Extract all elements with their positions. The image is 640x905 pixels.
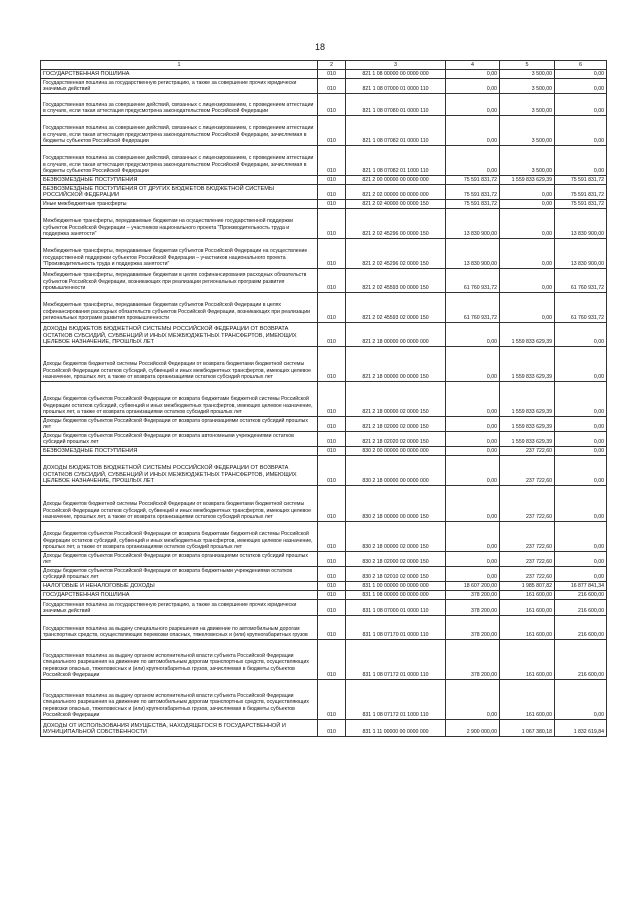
row-admin-code-cell: 010 xyxy=(318,116,346,146)
row-col5-value: 1 559 833 629,39 xyxy=(500,347,555,382)
header-col-5: 5 xyxy=(500,61,555,70)
row-name-cell: Иные межбюджетные трансферты xyxy=(41,200,318,209)
row-name-cell: Доходы бюджетов субъектов Российской Федерации от возврата бюджетными учреждениями остатков субсидий прошлых лет xyxy=(41,567,318,582)
row-budget-code-cell: 830 2 18 02000 02 0000 150 xyxy=(346,552,446,567)
row-name-cell: Межбюджетные трансферты, передаваемые бюджетам в целях софинансирования расходных обязательств субъектов Российской Федерации, возникающих при реализации региональных программ развития промышленности xyxy=(41,269,318,293)
row-col4-value: 75 591 831,72 xyxy=(446,185,500,200)
row-budget-code-cell: 821 2 18 02020 02 0000 150 xyxy=(346,432,446,447)
row-col5-value: 3 500,00 xyxy=(500,70,555,79)
row-budget-code-cell: 821 1 08 07082 01 1000 110 xyxy=(346,146,446,176)
row-col6-value: 0,00 xyxy=(555,447,607,456)
row-budget-code-cell: 821 2 02 45296 02 0000 150 xyxy=(346,239,446,269)
row-col6-value: 61 760 931,72 xyxy=(555,293,607,323)
row-col4-value: 13 830 900,00 xyxy=(446,239,500,269)
table-row xyxy=(41,176,607,185)
table-row xyxy=(41,432,607,447)
row-col4-value: 0,00 xyxy=(446,417,500,432)
row-budget-code-cell: 831 1 08 07172 01 1000 110 xyxy=(346,680,446,720)
row-col5-value: 237 722,60 xyxy=(500,552,555,567)
table-row xyxy=(41,200,607,209)
table-row xyxy=(41,417,607,432)
table-row xyxy=(41,640,607,680)
row-admin-code-cell: 010 xyxy=(318,239,346,269)
row-col5-value: 0,00 xyxy=(500,269,555,293)
table-row xyxy=(41,591,607,600)
row-admin-code-cell: 010 xyxy=(318,293,346,323)
row-col6-value: 0,00 xyxy=(555,323,607,347)
row-col4-value: 0,00 xyxy=(446,486,500,522)
row-col4-value: 2 900 000,00 xyxy=(446,720,500,737)
row-col5-value: 1 559 833 629,39 xyxy=(500,432,555,447)
table-row xyxy=(41,70,607,79)
row-col5-value: 237 722,60 xyxy=(500,522,555,552)
row-budget-code-cell: 821 2 00 00000 00 0000 000 xyxy=(346,176,446,185)
row-col6-value: 13 830 900,00 xyxy=(555,209,607,239)
row-col4-value: 378 200,00 xyxy=(446,640,500,680)
table-row xyxy=(41,600,607,616)
page-number: 18 xyxy=(314,42,325,52)
row-name-cell: ДОХОДЫ ОТ ИСПОЛЬЗОВАНИЯ ИМУЩЕСТВА, НАХОДЯЩЕГОСЯ В ГОСУДАРСТВЕННОЙ И МУНИЦИПАЛЬНОЙ СОБСТВЕННОСТИ xyxy=(41,720,318,737)
row-col4-value: 0,00 xyxy=(446,116,500,146)
row-col4-value: 378 200,00 xyxy=(446,591,500,600)
row-col4-value: 61 760 931,72 xyxy=(446,269,500,293)
table-row xyxy=(41,680,607,720)
row-col6-value: 1 832 619,84 xyxy=(555,720,607,737)
row-col5-value: 161 600,00 xyxy=(500,680,555,720)
row-col4-value: 0,00 xyxy=(446,447,500,456)
row-col4-value: 0,00 xyxy=(446,432,500,447)
row-budget-code-cell: 831 1 08 07000 01 0000 110 xyxy=(346,600,446,616)
row-col4-value: 75 591 831,72 xyxy=(446,200,500,209)
row-admin-code-cell: 010 xyxy=(318,323,346,347)
row-col5-value: 3 500,00 xyxy=(500,79,555,94)
header-col-1: 1 xyxy=(41,61,318,70)
row-budget-code-cell: 830 2 18 00000 00 0000 000 xyxy=(346,456,446,486)
row-col5-value: 0,00 xyxy=(500,209,555,239)
row-col5-value: 1 559 833 629,39 xyxy=(500,417,555,432)
row-col6-value: 0,00 xyxy=(555,522,607,552)
row-admin-code-cell: 010 xyxy=(318,567,346,582)
row-admin-code-cell: 010 xyxy=(318,447,346,456)
row-col4-value: 0,00 xyxy=(446,79,500,94)
row-name-cell: ГОСУДАРСТВЕННАЯ ПОШЛИНА xyxy=(41,70,318,79)
row-admin-code-cell: 010 xyxy=(318,640,346,680)
row-budget-code-cell: 821 2 02 40000 00 0000 150 xyxy=(346,200,446,209)
table-row xyxy=(41,323,607,347)
header-col-6: 6 xyxy=(555,61,607,70)
row-admin-code-cell: 010 xyxy=(318,522,346,552)
row-name-cell: Государственная пошлина за государственную регистрацию, а также за совершение прочих юридически значимых действий xyxy=(41,600,318,616)
row-name-cell: Государственная пошлина за совершение действий, связанных с лицензированием, с проведением аттестации в случаях, если такая аттестация предусмотрена законодательством Российской Федерации xyxy=(41,94,318,116)
table-row xyxy=(41,522,607,552)
row-name-cell: Межбюджетные трансферты, передаваемые бюджетам субъектов Российской Федерации на осуществление государственной поддержки субъектов Российской Федерации – участников национального проекта "Производительность труда и поддержка занятости" xyxy=(41,239,318,269)
row-col4-value: 0,00 xyxy=(446,456,500,486)
table-row xyxy=(41,447,607,456)
row-col6-value: 0,00 xyxy=(555,432,607,447)
row-admin-code-cell: 010 xyxy=(318,269,346,293)
row-name-cell: ГОСУДАРСТВЕННАЯ ПОШЛИНА xyxy=(41,591,318,600)
row-admin-code-cell: 010 xyxy=(318,176,346,185)
row-name-cell: БЕЗВОЗМЕЗДНЫЕ ПОСТУПЛЕНИЯ xyxy=(41,447,318,456)
row-name-cell: БЕЗВОЗМЕЗДНЫЕ ПОСТУПЛЕНИЯ ОТ ДРУГИХ БЮДЖЕТОВ БЮДЖЕТНОЙ СИСТЕМЫ РОССИЙСКОЙ ФЕДЕРАЦИИ xyxy=(41,185,318,200)
header-col-3: 3 xyxy=(346,61,446,70)
row-name-cell: Государственная пошлина за выдачу органом исполнительной власти субъекта Российской Федерации специального разрешения на движение по автомобильным дорогам транспортных средств, осуществляющих перевозки опасных, тяжеловесных и (или) крупногабаритных грузов, зачисляемая в бюджеты субъектов Российской Федерации xyxy=(41,680,318,720)
row-col6-value: 0,00 xyxy=(555,94,607,116)
row-col4-value: 378 200,00 xyxy=(446,616,500,640)
row-name-cell: Государственная пошлина за выдачу органом исполнительной власти субъекта Российской Федерации специального разрешения на движение по автомобильным дорогам транспортных средств, осуществляющих перевозки опасных, тяжеловесных и (или) крупногабаритных грузов, зачисляемая в бюджеты субъектов Российской Федерации xyxy=(41,640,318,680)
row-admin-code-cell: 010 xyxy=(318,200,346,209)
row-admin-code-cell: 010 xyxy=(318,552,346,567)
row-name-cell: Государственная пошлина за совершение действий, связанных с лицензированием, с проведением аттестации в случаях, если такая аттестация предусмотрена законодательством Российской Федерации, зачисляемая в бюджеты субъектов Российской Федерации xyxy=(41,146,318,176)
row-budget-code-cell: 821 2 02 00000 00 0000 000 xyxy=(346,185,446,200)
row-name-cell: Доходы бюджетов субъектов Российской Федерации от возврата организациями остатков субсидий прошлых лет xyxy=(41,552,318,567)
row-col5-value: 237 722,60 xyxy=(500,447,555,456)
row-admin-code-cell: 010 xyxy=(318,582,346,591)
table-row xyxy=(41,552,607,567)
row-col4-value: 0,00 xyxy=(446,70,500,79)
row-col5-value: 1 067 380,18 xyxy=(500,720,555,737)
row-name-cell: Доходы бюджетов субъектов Российской Федерации от возврата бюджетами бюджетной системы Российской Федерации остатков субсидий, субвенций и иных межбюджетных трансфертов, имеющих целевое назначение, прошлых лет, а также от возврата организациями остатков субсидий прошлых лет xyxy=(41,382,318,417)
row-budget-code-cell: 831 1 08 00000 00 0000 000 xyxy=(346,591,446,600)
row-col6-value: 0,00 xyxy=(555,347,607,382)
row-col6-value: 0,00 xyxy=(555,680,607,720)
row-budget-code-cell: 821 2 02 45593 02 0000 150 xyxy=(346,293,446,323)
row-col6-value: 0,00 xyxy=(555,116,607,146)
row-budget-code-cell: 821 2 02 45296 00 0000 150 xyxy=(346,209,446,239)
row-col5-value: 0,00 xyxy=(500,293,555,323)
row-budget-code-cell: 821 2 18 00000 02 0000 150 xyxy=(346,382,446,417)
row-col4-value: 0,00 xyxy=(446,382,500,417)
row-budget-code-cell: 821 2 18 00000 00 0000 000 xyxy=(346,323,446,347)
revenue-table xyxy=(40,60,607,737)
row-name-cell: Доходы бюджетов субъектов Российской Федерации от возврата бюджетами бюджетной системы Российской Федерации остатков субсидий, субвенций и иных межбюджетных трансфертов, имеющих целевое назначение, прошлых лет, а также от возврата организациями остатков субсидий прошлых лет xyxy=(41,522,318,552)
row-admin-code-cell: 010 xyxy=(318,94,346,116)
row-admin-code-cell: 010 xyxy=(318,680,346,720)
row-admin-code-cell: 010 xyxy=(318,185,346,200)
table-row xyxy=(41,79,607,94)
row-col6-value: 16 877 841,34 xyxy=(555,582,607,591)
row-budget-code-cell: 821 1 08 00000 00 0000 000 xyxy=(346,70,446,79)
row-col6-value: 216 600,00 xyxy=(555,616,607,640)
row-budget-code-cell: 831 1 08 07172 01 0000 110 xyxy=(346,640,446,680)
row-admin-code-cell: 010 xyxy=(318,591,346,600)
row-col5-value: 161 600,00 xyxy=(500,640,555,680)
header-row xyxy=(41,61,607,70)
row-budget-code-cell: 821 2 02 45593 00 0000 150 xyxy=(346,269,446,293)
table-row xyxy=(41,486,607,522)
row-col5-value: 1 559 833 629,39 xyxy=(500,176,555,185)
row-admin-code-cell: 010 xyxy=(318,417,346,432)
row-admin-code-cell: 010 xyxy=(318,382,346,417)
row-col4-value: 0,00 xyxy=(446,522,500,552)
row-admin-code-cell: 010 xyxy=(318,600,346,616)
row-col4-value: 61 760 931,72 xyxy=(446,293,500,323)
row-budget-code-cell: 821 1 08 07080 01 0000 110 xyxy=(346,94,446,116)
row-admin-code-cell: 010 xyxy=(318,486,346,522)
header-col-2: 2 xyxy=(318,61,346,70)
row-admin-code-cell: 010 xyxy=(318,209,346,239)
row-budget-code-cell: 830 2 18 00000 00 0000 150 xyxy=(346,486,446,522)
row-budget-code-cell: 830 2 18 02010 02 0000 150 xyxy=(346,567,446,582)
row-name-cell: Межбюджетные трансферты, передаваемые бюджетам на осуществление государственной поддержки субъектов Российской Федерации – участников национального проекта "Производительность труда и поддержка занятости" xyxy=(41,209,318,239)
row-col6-value: 0,00 xyxy=(555,456,607,486)
row-admin-code-cell: 010 xyxy=(318,347,346,382)
row-col5-value: 0,00 xyxy=(500,200,555,209)
row-col5-value: 237 722,60 xyxy=(500,486,555,522)
row-col6-value: 75 591 831,72 xyxy=(555,185,607,200)
table-row xyxy=(41,567,607,582)
row-col5-value: 237 722,60 xyxy=(500,567,555,582)
row-admin-code-cell: 010 xyxy=(318,432,346,447)
table-row xyxy=(41,456,607,486)
row-name-cell: Государственная пошлина за выдачу специального разрешения на движение по автомобильным дорогам транспортных средств, осуществляющих перевозки опасных, тяжеловесных и (или) крупногабаритных грузов xyxy=(41,616,318,640)
row-name-cell: Доходы бюджетов субъектов Российской Федерации от возврата организациями остатков субсидий прошлых лет xyxy=(41,417,318,432)
row-admin-code-cell: 010 xyxy=(318,720,346,737)
row-col6-value: 0,00 xyxy=(555,70,607,79)
row-col6-value: 75 591 831,72 xyxy=(555,176,607,185)
row-col5-value: 161 600,00 xyxy=(500,591,555,600)
table-row xyxy=(41,116,607,146)
row-name-cell: ДОХОДЫ БЮДЖЕТОВ БЮДЖЕТНОЙ СИСТЕМЫ РОССИЙСКОЙ ФЕДЕРАЦИИ ОТ ВОЗВРАТА ОСТАТКОВ СУБСИДИЙ, СУБВЕНЦИЙ И ИНЫХ МЕЖБЮДЖЕТНЫХ ТРАНСФЕРТОВ, ИМЕЮЩИХ ЦЕЛЕВОЕ НАЗНАЧЕНИЕ, ПРОШЛЫХ ЛЕТ xyxy=(41,323,318,347)
table-row xyxy=(41,347,607,382)
row-col4-value: 0,00 xyxy=(446,94,500,116)
table-row xyxy=(41,146,607,176)
row-name-cell: Доходы бюджетов бюджетной системы Российской Федерации от возврата бюджетами бюджетной системы Российской Федерации остатков субсидий, субвенций и иных межбюджетных трансфертов, имеющих целевое назначение, прошлых лет, а также от возврата организациями остатков субсидий прошлых лет xyxy=(41,347,318,382)
row-col5-value: 161 600,00 xyxy=(500,600,555,616)
row-admin-code-cell: 010 xyxy=(318,70,346,79)
row-name-cell: БЕЗВОЗМЕЗДНЫЕ ПОСТУПЛЕНИЯ xyxy=(41,176,318,185)
row-col6-value: 216 600,00 xyxy=(555,591,607,600)
row-name-cell: НАЛОГОВЫЕ И НЕНАЛОГОВЫЕ ДОХОДЫ xyxy=(41,582,318,591)
row-name-cell: Государственная пошлина за совершение действий, связанных с лицензированием, с проведением аттестации в случаях, если такая аттестация предусмотрена законодательством Российской Федерации, зачисляемая в бюджеты субъектов Российской Федерации xyxy=(41,116,318,146)
row-col4-value: 0,00 xyxy=(446,567,500,582)
row-budget-code-cell: 821 2 18 00000 00 0000 150 xyxy=(346,347,446,382)
row-col6-value: 216 600,00 xyxy=(555,600,607,616)
row-admin-code-cell: 010 xyxy=(318,146,346,176)
header-col-4: 4 xyxy=(446,61,500,70)
row-budget-code-cell: 831 1 11 00000 00 0000 000 xyxy=(346,720,446,737)
row-col6-value: 75 591 831,72 xyxy=(555,200,607,209)
row-budget-code-cell: 831 1 00 00000 00 0000 000 xyxy=(346,582,446,591)
row-budget-code-cell: 821 2 18 02000 02 0000 150 xyxy=(346,417,446,432)
table-row xyxy=(41,239,607,269)
row-col6-value: 0,00 xyxy=(555,382,607,417)
row-admin-code-cell: 010 xyxy=(318,79,346,94)
row-col6-value: 61 760 931,72 xyxy=(555,269,607,293)
row-col5-value: 3 500,00 xyxy=(500,94,555,116)
row-col6-value: 0,00 xyxy=(555,552,607,567)
row-budget-code-cell: 830 2 00 00000 00 0000 000 xyxy=(346,447,446,456)
row-name-cell: Доходы бюджетов субъектов Российской Федерации от возврата автономными учреждениями остатков субсидий прошлых лет xyxy=(41,432,318,447)
table-body xyxy=(41,70,607,737)
row-col4-value: 0,00 xyxy=(446,323,500,347)
row-col5-value: 237 722,60 xyxy=(500,456,555,486)
row-col6-value: 13 830 900,00 xyxy=(555,239,607,269)
row-col6-value: 0,00 xyxy=(555,417,607,432)
row-admin-code-cell: 010 xyxy=(318,456,346,486)
row-col4-value: 13 830 900,00 xyxy=(446,209,500,239)
table-row xyxy=(41,269,607,293)
row-name-cell: Государственная пошлина за государственную регистрацию, а также за совершение прочих юридически значимых действий xyxy=(41,79,318,94)
row-budget-code-cell: 821 1 08 07000 01 0000 110 xyxy=(346,79,446,94)
row-col6-value: 216 600,00 xyxy=(555,640,607,680)
row-budget-code-cell: 830 2 18 00000 02 0000 150 xyxy=(346,522,446,552)
table-row xyxy=(41,94,607,116)
row-col5-value: 161 600,00 xyxy=(500,616,555,640)
table-row xyxy=(41,209,607,239)
row-col5-value: 0,00 xyxy=(500,185,555,200)
row-budget-code-cell: 821 1 08 07082 01 0000 110 xyxy=(346,116,446,146)
row-col4-value: 0,00 xyxy=(446,680,500,720)
row-col5-value: 0,00 xyxy=(500,239,555,269)
row-col4-value: 75 591 831,72 xyxy=(446,176,500,185)
row-col4-value: 0,00 xyxy=(446,146,500,176)
table-row xyxy=(41,582,607,591)
row-col5-value: 3 500,00 xyxy=(500,116,555,146)
row-col6-value: 0,00 xyxy=(555,567,607,582)
row-name-cell: ДОХОДЫ БЮДЖЕТОВ БЮДЖЕТНОЙ СИСТЕМЫ РОССИЙСКОЙ ФЕДЕРАЦИИ ОТ ВОЗВРАТА ОСТАТКОВ СУБСИДИЙ, СУБВЕНЦИЙ И ИНЫХ МЕЖБЮДЖЕТНЫХ ТРАНСФЕРТОВ, ИМЕЮЩИХ ЦЕЛЕВОЕ НАЗНАЧЕНИЕ, ПРОШЛЫХ ЛЕТ xyxy=(41,456,318,486)
row-col5-value: 3 500,00 xyxy=(500,146,555,176)
row-col5-value: 1 559 833 629,39 xyxy=(500,382,555,417)
row-col4-value: 18 607 200,00 xyxy=(446,582,500,591)
row-admin-code-cell: 010 xyxy=(318,616,346,640)
row-name-cell: Межбюджетные трансферты, передаваемые бюджетам субъектов Российской Федерации в целях софинансирования расходных обязательств субъектов Российской Федерации, возникающих при реализации региональных программ развития промышленности xyxy=(41,293,318,323)
row-budget-code-cell: 831 1 08 07170 01 0000 110 xyxy=(346,616,446,640)
row-name-cell: Доходы бюджетов бюджетной системы Российской Федерации от возврата бюджетами бюджетной системы Российской Федерации остатков субсидий, субвенций и иных межбюджетных трансфертов, имеющих целевое назначение, прошлых лет, а также от возврата организациями остатков субсидий прошлых лет xyxy=(41,486,318,522)
table-row xyxy=(41,185,607,200)
table-row xyxy=(41,616,607,640)
row-col5-value: 1 985 807,82 xyxy=(500,582,555,591)
row-col4-value: 378 200,00 xyxy=(446,600,500,616)
row-col5-value: 1 559 833 629,39 xyxy=(500,323,555,347)
table-row xyxy=(41,720,607,737)
row-col6-value: 0,00 xyxy=(555,79,607,94)
row-col4-value: 0,00 xyxy=(446,347,500,382)
table-row xyxy=(41,382,607,417)
row-col6-value: 0,00 xyxy=(555,146,607,176)
table-row xyxy=(41,293,607,323)
row-col6-value: 0,00 xyxy=(555,486,607,522)
row-col4-value: 0,00 xyxy=(446,552,500,567)
